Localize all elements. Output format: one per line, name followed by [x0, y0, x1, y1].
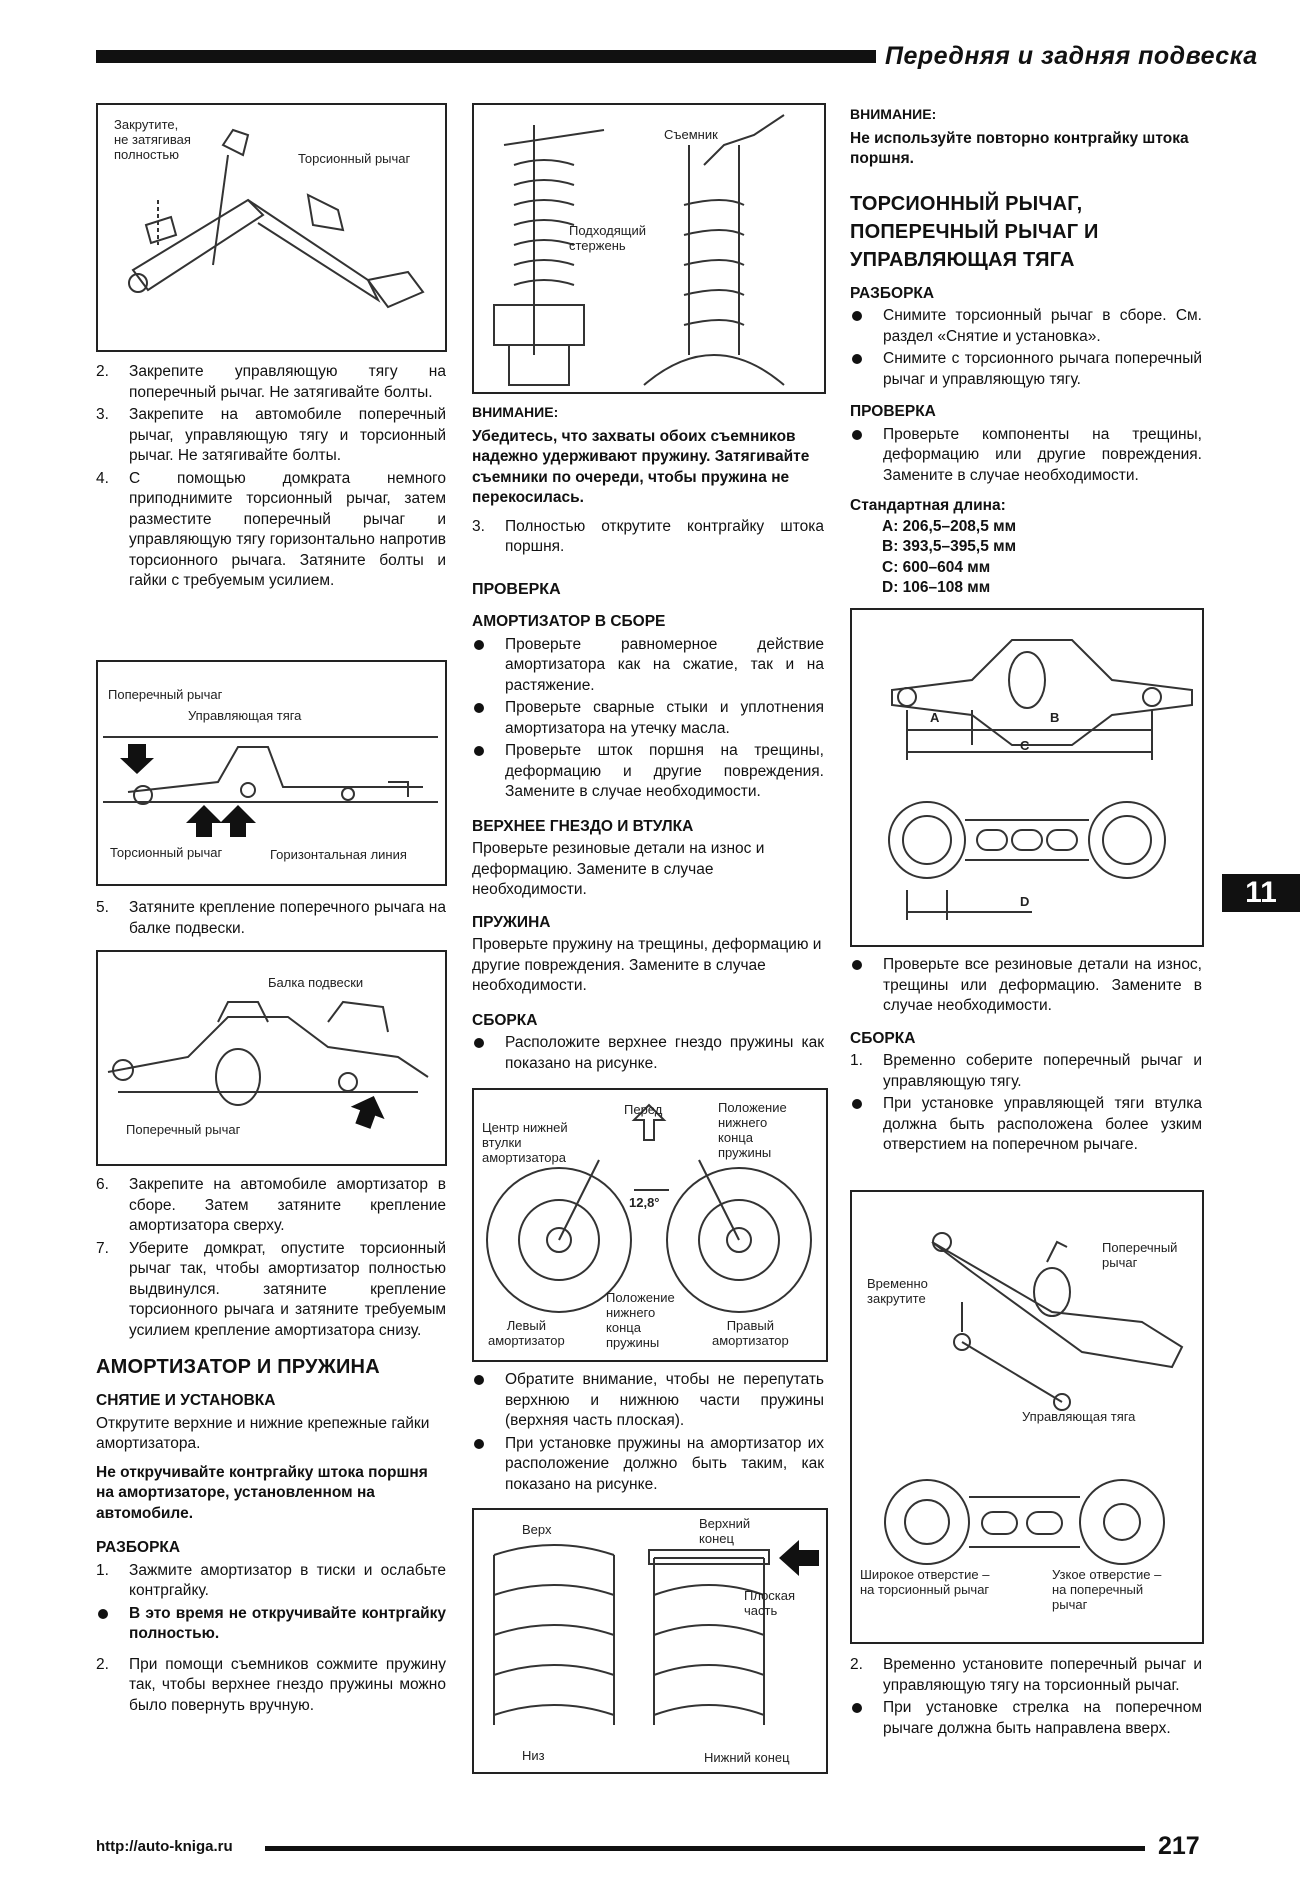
col1-step5 [96, 898, 446, 941]
figure-torsion-arm [96, 103, 447, 352]
attention-text: Не используйте повторно контргайку штока поршня. [850, 129, 1189, 167]
bullet-item: Снимите с торсионного рычага поперечный рычаг и управляющую тягу. [850, 349, 1202, 390]
label-lower-bushing-center: Центр нижней втулки амортизатора [482, 1120, 568, 1165]
label-cross-arm: Поперечный рычаг [126, 1122, 241, 1137]
label-upper-end: Верхний конец [699, 1516, 751, 1546]
label-temp-tighten: Временно закрутите [867, 1276, 928, 1306]
col2-notes [472, 1370, 824, 1497]
label-dim-c: C [1020, 738, 1030, 753]
subsection-check: ПРОВЕРКА [850, 403, 936, 420]
subsection-check: ПРОВЕРКА [472, 580, 561, 598]
step-item: 3. Полностью открутите контргайку штока поршня. [472, 517, 824, 555]
label-cross-arm: Поперечный рычаг [1102, 1240, 1178, 1270]
step-item: 7. Уберите домкрат, опустите торсионный рычаг так, чтобы амортизатор полностью выдвинулся. затяните крепление торсионного рычага и затяните требуемым усилием крепление амортизатора снизу. [96, 1239, 446, 1339]
label-control-rod: Управляющая тяга [188, 708, 302, 723]
standard-length-value: B: 393,5–395,5 мм [882, 538, 1017, 555]
figure-spring-compressor [472, 103, 826, 394]
subsection-spring: ПРУЖИНА [472, 913, 551, 931]
label-spring-end-position: Положение нижнего конца пружины [606, 1290, 675, 1350]
removal-text: Открутите верхние и нижние крепежные гайки амортизатора. [96, 1414, 430, 1452]
section-title-arms: ТОРСИОННЫЙ РЫЧАГ, ПОПЕРЕЧНЫЙ РЫЧАГ И УПРАВЛЯЮЩАЯ ТЯГА [850, 192, 1099, 271]
bullet-icon [852, 1099, 862, 1109]
step-item: 1. Временно соберите поперечный рычаг и управляющую тягу. [850, 1052, 1202, 1090]
figure-arm-dimensions [850, 608, 1204, 947]
bullet-icon [474, 703, 484, 713]
subsection-disassembly: РАЗБОРКА [850, 284, 935, 302]
bullet-icon [852, 1703, 862, 1713]
step-item: 4. С помощью домкрата немного приподнимите торсионный рычаг, затем разместите поперечный рычаг и управляющую тягу горизонтально напротив торсионного рычага. Затяните болты и гайки с требуемым усилием. [96, 469, 446, 589]
label-lower-end: Нижний конец [704, 1750, 790, 1765]
label-front: Перед [624, 1102, 663, 1117]
step-item: 2. Закрепите управляющую тягу на поперечный рычаг. Не затягивайте болты. [96, 363, 446, 401]
standard-length-value: A: 206,5–208,5 мм [882, 517, 1017, 535]
page-number: 217 [1158, 1832, 1200, 1860]
label-torsion-arm: Торсионный рычаг [110, 845, 223, 860]
attention-label: ВНИМАНИЕ: [472, 404, 559, 420]
subsection-disassembly: РАЗБОРКА [96, 1539, 181, 1556]
figure-horizontal-line [96, 660, 447, 886]
bullet-item: Проверьте все резиновые детали на износ, трещины или деформацию. Замените в случае необходимости. [850, 955, 1202, 1017]
label-puller: Съемник [664, 127, 718, 142]
col3-text-3 [850, 1655, 1202, 1741]
label-suitable-rod: Подходящий стержень [569, 223, 647, 253]
bullet-icon [98, 1609, 108, 1619]
bullet-item: Проверьте равномерное действие амортизатора как на сжатие, так и на растяжение. [472, 635, 824, 697]
figure-spring-seat-position [472, 1088, 828, 1362]
standard-length-value: D: 106–108 мм [882, 579, 991, 596]
bullet-icon [852, 311, 862, 321]
label-tighten: Закрутите, не затягивая полностью [114, 117, 191, 162]
step-item: 3. Закрепите на автомобиле поперечный рычаг, управляющую тягу и торсионный рычаг. Не затягивайте болты. [96, 406, 446, 464]
subsection-upper-seat: ВЕРХНЕЕ ГНЕЗДО И ВТУЛКА [472, 817, 694, 835]
bullet-item: При установке управляющей тяги втулка должна быть расположена более узким отверстием на поперечном рычаге. [850, 1094, 1202, 1156]
seat-text: Проверьте резиновые детали на износ и деформацию. Замените в случае необходимости. [472, 840, 765, 898]
subsection-assembly: СБОРКА [472, 1011, 538, 1029]
bullet-icon [474, 1038, 484, 1048]
subsection-shock-assy: АМОРТИЗАТОР В СБОРЕ [472, 613, 666, 630]
label-torsion-arm: Торсионный рычаг [298, 151, 411, 166]
step-item: 6. Закрепите на автомобиле амортизатор в сборе. Затем затяните крепление амортизатора сверху. [96, 1176, 446, 1234]
chapter-tab: 11 [1222, 874, 1300, 912]
bullet-icon [474, 640, 484, 650]
bullet-item: Обратите внимание, чтобы не перепутать верхнюю и нижнюю части пружины (верхняя часть плоская). [472, 1370, 824, 1432]
bullet-icon [474, 746, 484, 756]
bullet-item: Проверьте сварные стыки и уплотнения амортизатора на утечку масла. [472, 698, 824, 739]
label-spring-end-position: Положение нижнего конца пружины [718, 1100, 787, 1160]
bullet-item: Проверьте компоненты на трещины, деформацию или другие повреждения. Замените в случае необходимости. [850, 425, 1202, 487]
subsection-assembly: СБОРКА [850, 1029, 916, 1047]
bullet-item: Проверьте шток поршня на трещины, деформацию и другие повреждения. Замените в случае необходимости. [472, 741, 824, 803]
bullet-icon [852, 354, 862, 364]
spring-orientation-drawing [474, 1510, 826, 1772]
step-item: 1. Зажмите амортизатор в тиски и ослабьте контргайку. [96, 1561, 446, 1599]
figure-suspension-beam [96, 950, 447, 1166]
bullet-item: Снимите торсионный рычаг в сборе. См. раздел «Снятие и установка». [850, 306, 1202, 347]
col3-text-2 [850, 955, 1202, 1158]
label-wide-hole: Широкое отверстие – на торсионный рычаг [860, 1567, 990, 1597]
label-dim-a: A [930, 710, 940, 725]
col1-steps-b [96, 1175, 446, 1718]
removal-warning: Не откручивайте контргайку штока поршня на амортизаторе, установленном на автомобиле. [96, 1463, 428, 1522]
bullet-item: При установке стрелка на поперечном рычаге должна быть направлена вверх. [850, 1698, 1202, 1739]
label-dim-b: B [1050, 710, 1060, 725]
step-item: 2. При помощи съемников сожмите пружину так, чтобы верхнее гнездо пружины можно было повернуть вручную. [96, 1655, 446, 1714]
section-title-shock-spring: АМОРТИЗАТОР И ПРУЖИНА [96, 1356, 380, 1378]
label-dim-d: D [1020, 894, 1030, 909]
spring-compressor-drawing [474, 105, 824, 392]
label-top: Верх [522, 1522, 552, 1537]
spring-text: Проверьте пружину на трещины, деформацию и другие повреждения. Замените в случае необходимости. [472, 936, 822, 994]
bullet-item: Расположите верхнее гнездо пружины как показано на рисунке. [472, 1033, 824, 1074]
col1-steps-a [96, 362, 446, 594]
page-header-title: Передняя и задняя подвеска [885, 42, 1258, 70]
label-control-rod: Управляющая тяга [1022, 1409, 1136, 1424]
step-item: 2. Временно установите поперечный рычаг и управляющую тягу на торсионный рычаг. [850, 1656, 1202, 1694]
label-flat-part: Плоская часть [744, 1588, 796, 1618]
header-bar [96, 50, 876, 63]
figure-spring-orientation [472, 1508, 828, 1774]
col3-text [850, 104, 1202, 599]
standard-length-title: Стандартная длина: [850, 497, 1006, 514]
bullet-icon [852, 960, 862, 970]
subsection-removal: СНЯТИЕ И УСТАНОВКА [96, 1392, 276, 1409]
label-left-shock: Левый амортизатор [488, 1318, 565, 1348]
bullet-icon [474, 1439, 484, 1449]
standard-length-value: C: 600–604 мм [882, 558, 991, 576]
label-angle: 12,8° [629, 1195, 660, 1210]
col2-text [472, 402, 824, 1076]
standard-lengths [850, 496, 1202, 599]
label-bottom: Низ [522, 1748, 545, 1763]
attention-text: Убедитесь, что захваты обоих съемников надежно удерживают пружину. Затягивайте съемники по очереди, чтобы пружина не перекосилась. [472, 427, 810, 506]
footer-url[interactable]: http://auto-kniga.ru [96, 1838, 233, 1855]
label-narrow-hole: Узкое отверстие – на поперечный рычаг [1052, 1567, 1162, 1612]
footer-bar [265, 1846, 1145, 1851]
label-right-shock: Правый амортизатор [712, 1318, 789, 1348]
label-cross-arm: Поперечный рычаг [108, 687, 223, 702]
bullet-icon [474, 1375, 484, 1385]
bullet-item: При установке пружины на амортизатор их расположение должно быть таким, как показано на рисунке. [472, 1434, 824, 1496]
label-horizontal-line: Горизонтальная линия [270, 847, 407, 862]
label-beam: Балка подвески [268, 975, 364, 990]
bullet-item: В это время не откручивайте контргайку полностью. [96, 1604, 446, 1645]
bullet-icon [852, 430, 862, 440]
attention-label: ВНИМАНИЕ: [850, 106, 937, 122]
figure-arm-assembly [850, 1190, 1204, 1644]
step-item: 5. Затяните крепление поперечного рычага на балке подвески. [96, 899, 446, 937]
